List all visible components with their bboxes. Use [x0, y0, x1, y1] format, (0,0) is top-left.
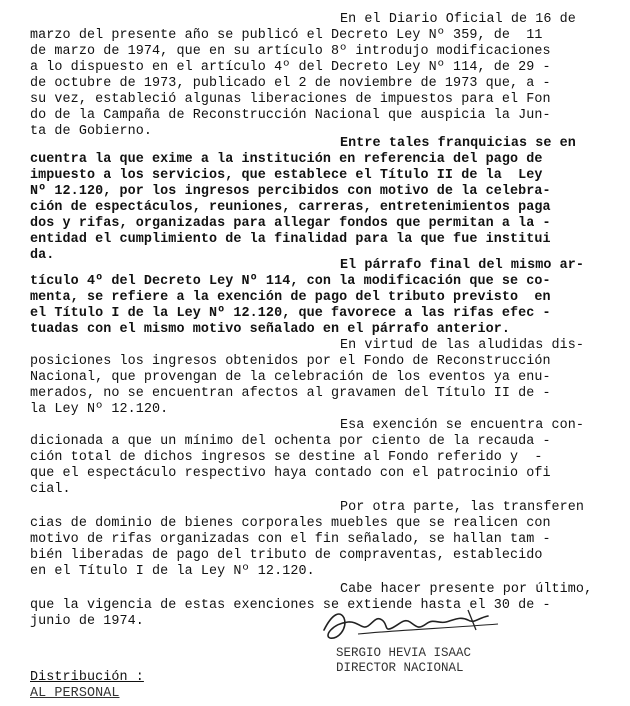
- text-line: entidad el cumplimiento de la finalidad para la que fue institui: [30, 232, 551, 247]
- signatory-name: SERGIO HEVIA ISAAC: [336, 646, 472, 660]
- signature-block: [318, 600, 588, 680]
- text-line: cias de dominio de bienes corporales muebles que se realicen con: [30, 516, 551, 531]
- text-line: en el Título I de la Ley Nº 12.120.: [30, 564, 315, 579]
- text-line: a lo dispuesto en el artículo 4º del Decreto Ley Nº 114, de 29 -: [30, 60, 551, 75]
- text-line: ta de Gobierno.: [30, 124, 153, 139]
- text-line: marzo del presente año se publicó el Decreto Ley Nº 359, de 11: [30, 28, 543, 43]
- paragraph-2: [30, 136, 598, 264]
- text-line: menta, se refiere a la exención de pago del tributo previsto en: [30, 290, 551, 305]
- paragraph-1: [30, 12, 598, 140]
- text-line: merados, no se encuentran afectos al gravamen del Título II de -: [30, 386, 551, 401]
- text-line: El párrafo final del mismo ar-: [340, 258, 585, 273]
- text-line: Nº 12.120, por los ingresos percibidos con motivo de la celebra-: [30, 184, 551, 199]
- text-line: que la vigencia de estas exenciones se extiende hasta el 30 de -: [30, 598, 551, 613]
- paragraph-4: [30, 338, 598, 418]
- text-line: Cabe hacer presente por último,: [340, 582, 593, 597]
- text-line: cial.: [30, 482, 71, 497]
- text-line: la Ley Nº 12.120.: [30, 402, 169, 417]
- text-line: tículo 4º del Decreto Ley Nº 114, con la modificación que se co-: [30, 274, 551, 289]
- text-line: tuadas con el mismo motivo señalado en el párrafo anterior.: [30, 322, 511, 337]
- distribution-block: [30, 670, 144, 702]
- text-line: su vez, estableció algunas liberaciones de impuestos para el Fon: [30, 92, 551, 107]
- text-line: motivo de rifas organizadas con el fin señalado, se hallan tam -: [30, 532, 551, 547]
- text-line: junio de 1974.: [30, 614, 144, 629]
- distribution-item: AL PERSONAL: [30, 686, 120, 701]
- text-line: de octubre de 1973, publicado el 2 de noviembre de 1973 que, a -: [30, 76, 551, 91]
- handwritten-signature: [318, 600, 508, 646]
- text-line: do de la Campaña de Reconstrucción Nacional que auspicia la Jun-: [30, 108, 551, 123]
- text-line: de marzo de 1974, que en su artículo 8º introdujo modificaciones: [30, 44, 551, 59]
- distribution-heading: Distribución :: [30, 670, 144, 685]
- text-line: En virtud de las aludidas dis-: [340, 338, 585, 353]
- text-line: ción de espectáculos, reuniones, carreras, entretenimientos paga: [30, 200, 551, 215]
- paragraph-5: [30, 418, 598, 498]
- text-line: Esa exención se encuentra con-: [340, 418, 585, 433]
- text-line: dicionada a que un mínimo del ochenta por ciento de la recauda -: [30, 434, 551, 449]
- paragraph-6: [30, 500, 598, 580]
- text-line: bién liberadas de pago del tributo de compraventas, establecido: [30, 548, 543, 563]
- text-line: posiciones los ingresos obtenidos por el Fondo de Reconstrucción: [30, 354, 551, 369]
- text-line: el Título I de la Ley Nº 12.120, que favorece a las rifas efec -: [30, 306, 551, 321]
- text-line: cuentra la que exime a la institución en referencia del pago de: [30, 152, 543, 167]
- text-line: En el Diario Oficial de 16 de: [340, 12, 576, 27]
- text-line: dos y rifas, organizadas para allegar fondos que permitan a la -: [30, 216, 551, 231]
- text-line: ción total de dichos ingresos se destine al Fondo referido y -: [30, 450, 543, 465]
- text-line: Entre tales franquicias se en: [340, 136, 576, 151]
- text-line: da.: [30, 248, 55, 263]
- text-line: impuesto a los servicios, que establece el Título II de la Ley: [30, 168, 543, 183]
- text-line: Nacional, que provengan de la celebración de los eventos ya enu-: [30, 370, 551, 385]
- text-line: que el espectáculo respectivo haya contado con el patrocinio ofi: [30, 466, 551, 481]
- text-line: Por otra parte, las transferen: [340, 500, 585, 515]
- signatory-title: DIRECTOR NACIONAL: [336, 661, 464, 675]
- paragraph-3: [30, 258, 598, 338]
